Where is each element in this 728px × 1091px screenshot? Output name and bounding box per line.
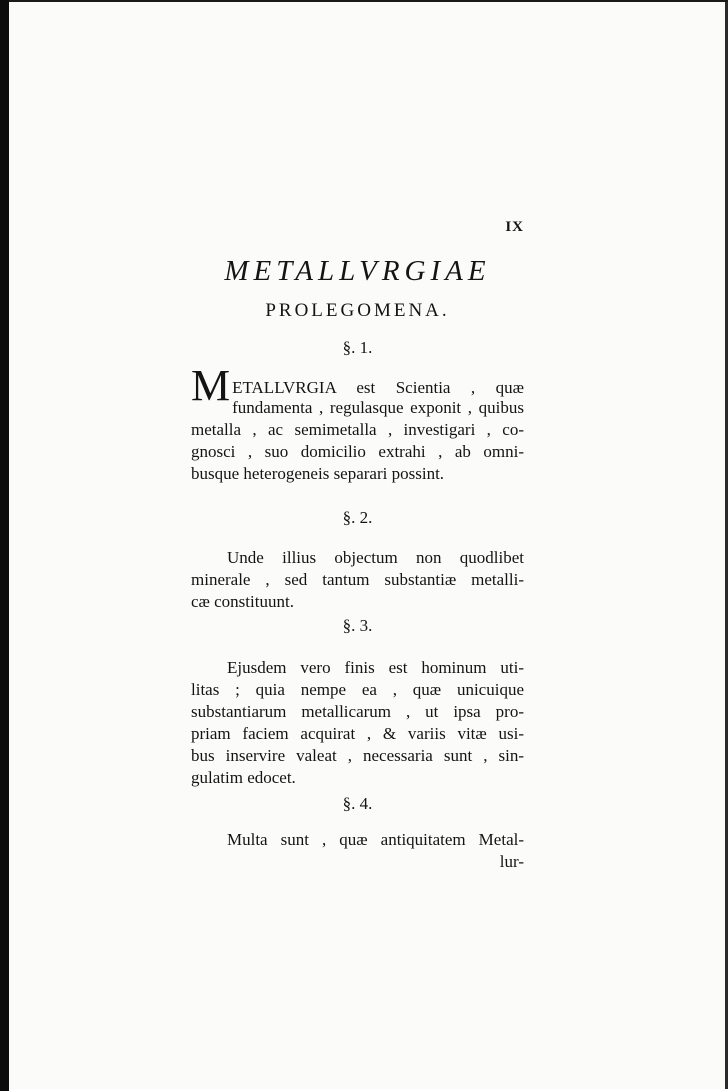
paragraph-2 <box>191 547 524 613</box>
text-line: substantiarum metallicarum , ut ipsa pro- <box>191 702 524 721</box>
text-line: litas ; quia nempe ea , quæ unicuique <box>191 680 524 699</box>
text-line: bus inservire valeat , necessaria sunt , sin- <box>191 746 524 765</box>
text-line: gnosci , suo domicilio extrahi , ab omni- <box>191 442 524 461</box>
text-line: Multa sunt , quæ antiquitatem Metal- <box>227 830 524 849</box>
text-line: priam faciem acquirat , & variis vitæ usi- <box>191 724 524 743</box>
text-line: metalla , ac semimetalla , investigari , co- <box>191 420 524 439</box>
paragraph-4 <box>191 829 524 873</box>
text-line: cæ constituunt. <box>191 592 294 611</box>
page-left-edge <box>0 0 9 1091</box>
text-line: Ejusdem vero finis est hominum uti- <box>227 658 524 677</box>
page-subtitle: PROLEGOMENA. <box>265 300 450 321</box>
text-line: fundamenta , regulasque exponit , quibus <box>232 398 524 417</box>
text-line: gulatim edocet. <box>191 768 296 787</box>
folio-number: IX <box>505 219 524 235</box>
text-line: busque heterogeneis separari possint. <box>191 464 445 483</box>
drop-capital: M <box>191 361 231 410</box>
catchword: lur- <box>499 852 524 871</box>
section-marker-1: §. 1. <box>342 338 373 357</box>
section-marker-3: §. 3. <box>342 616 373 635</box>
page-title: METALLVRGIAE <box>224 255 491 287</box>
text-line: Unde illius objectum non quodlibet <box>227 548 524 567</box>
text-line: ETALLVRGIA est Scientia , quæ <box>232 378 524 397</box>
section-marker-4: §. 4. <box>342 794 373 813</box>
paragraph-1 <box>191 361 524 485</box>
paragraph-3 <box>191 657 524 789</box>
text-block <box>191 215 524 873</box>
text-line: minerale , sed tantum substantiæ metalli- <box>191 570 524 589</box>
section-marker-2: §. 2. <box>342 508 373 527</box>
